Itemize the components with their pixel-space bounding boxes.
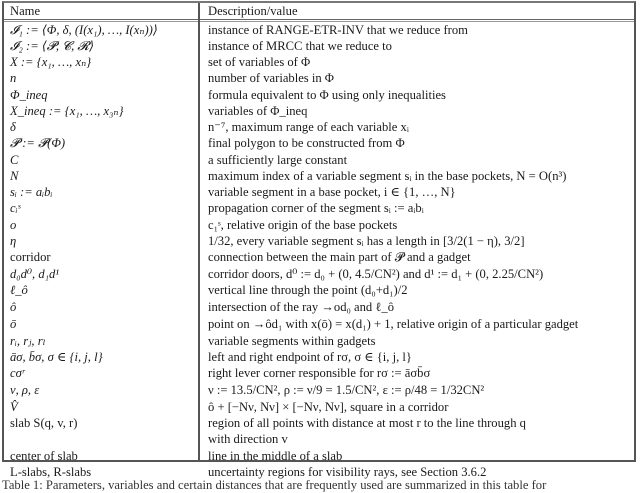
row-name: ν, ρ, ε (10, 382, 40, 397)
row-name: η (10, 233, 17, 248)
row-description: vertical line through the point (d₀+d₁)/2 (208, 282, 408, 297)
row-description: instance of MRCC that we reduce to (208, 38, 392, 53)
row-name: slab S(q, v, r) (10, 416, 78, 431)
row-description: with direction v (208, 432, 288, 447)
table-header-row (4, 3, 634, 20)
row-name: 𝓘₁ := ⟨Φ, δ, (I(x₁), …, I(xₙ))⟩ (10, 22, 158, 37)
row-name: cσʳ (10, 365, 25, 380)
row-name: X := {x₁, …, xₙ} (10, 55, 92, 70)
row-description: number of variables in Φ (208, 71, 335, 86)
row-description: uncertainty regions for visibility rays, see Section 3.6.2 (208, 464, 487, 479)
row-name: center of slab (10, 448, 78, 463)
row-name: d₀d⁰, d₁d¹ (10, 266, 60, 281)
row-description: ν := 13.5/CN², ρ := ν/9 = 1.5/CN², ε := ρ/48 = 1/32CN² (208, 382, 485, 397)
header-description: Description/value (208, 4, 298, 18)
row-description: corridor doors, d⁰ := d₀ + (0, 4.5/CN²) and d¹ := d₁ + (0, 2.25/CN²) (208, 266, 544, 281)
row-name: 𝓘₂ := ⟨𝓟, 𝓒, 𝓡⟩ (10, 38, 95, 53)
row-description: formula equivalent to Φ using only inequalities (208, 87, 446, 102)
row-name: āσ, b̄σ, σ ∈ {i, j, l} (10, 349, 103, 364)
row-name: X_ineq := {x₁, …, x₃ₙ} (10, 103, 124, 118)
column-divider (198, 3, 200, 460)
row-description: variable segment in a base pocket, i ∈ {1, …, N} (208, 185, 456, 200)
row-description: left and right endpoint of rσ, σ ∈ {i, j, l} (208, 349, 412, 364)
row-name: cᵢˢ (10, 201, 21, 216)
row-description: point on →ôd₁ with x(ō) = x(d₁) + 1, relative origin of a particular gadget (208, 317, 579, 332)
row-description: right lever corner responsible for rσ := āσb̄σ (208, 365, 431, 380)
row-name: N (10, 168, 19, 183)
row-description: 1/32, every variable segment sᵢ has a length in [3/2(1 − η), 3/2] (208, 233, 525, 248)
row-name: δ (10, 120, 16, 135)
row-name: L-slabs, R-slabs (10, 464, 92, 479)
row-description: n⁻⁷, maximum range of each variable xᵢ (208, 120, 409, 135)
row-description: final polygon to be constructed from Φ (208, 136, 405, 151)
row-name: ℓ_ô (10, 282, 28, 297)
row-name: rᵢ, rⱼ, rₗ (10, 333, 46, 348)
row-description: set of variables of Φ (208, 55, 311, 70)
row-description: a sufficiently large constant (208, 152, 348, 167)
row-description: variable segments within gadgets (208, 333, 376, 348)
row-name: ō (10, 317, 17, 332)
row-description: line in the middle of a slab (208, 448, 343, 463)
row-name: corridor (10, 250, 51, 265)
row-name: n (10, 71, 17, 86)
row-description: instance of RANGE-ETR-INV that we reduce from (208, 22, 468, 37)
header-name: Name (10, 4, 41, 18)
notation-table (2, 1, 636, 479)
row-description: variables of Φ_ineq (208, 103, 308, 118)
row-name: sᵢ := aᵢbᵢ (10, 185, 53, 200)
table-caption: Table 1: Parameters, variables and certain distances that are frequently used are summarized in this table for (2, 478, 547, 492)
row-description: maximum index of a variable segment sᵢ in the base pockets, N = O(n³) (208, 168, 567, 183)
row-description: connection between the main part of 𝓟 and a gadget (208, 250, 471, 265)
row-name: ô (10, 300, 17, 315)
row-description: ô + [−Nν, Nν] × [−Nν, Nν], square in a corridor (208, 399, 449, 414)
row-name: 𝓟 := 𝓟(Φ) (10, 136, 66, 151)
row-name: o (10, 217, 17, 232)
row-name: Φ_ineq (10, 87, 48, 102)
row-description: c₁ˢ, relative origin of the base pockets (208, 217, 398, 232)
row-name: C (10, 152, 19, 167)
row-description: propagation corner of the segment sᵢ := aᵢbᵢ (208, 201, 424, 216)
row-description: region of all points with distance at most r to the line through q (208, 416, 526, 431)
row-description: intersection of the ray →od₀ and ℓ_ô (208, 300, 394, 315)
row-name: V̂ (10, 399, 18, 414)
